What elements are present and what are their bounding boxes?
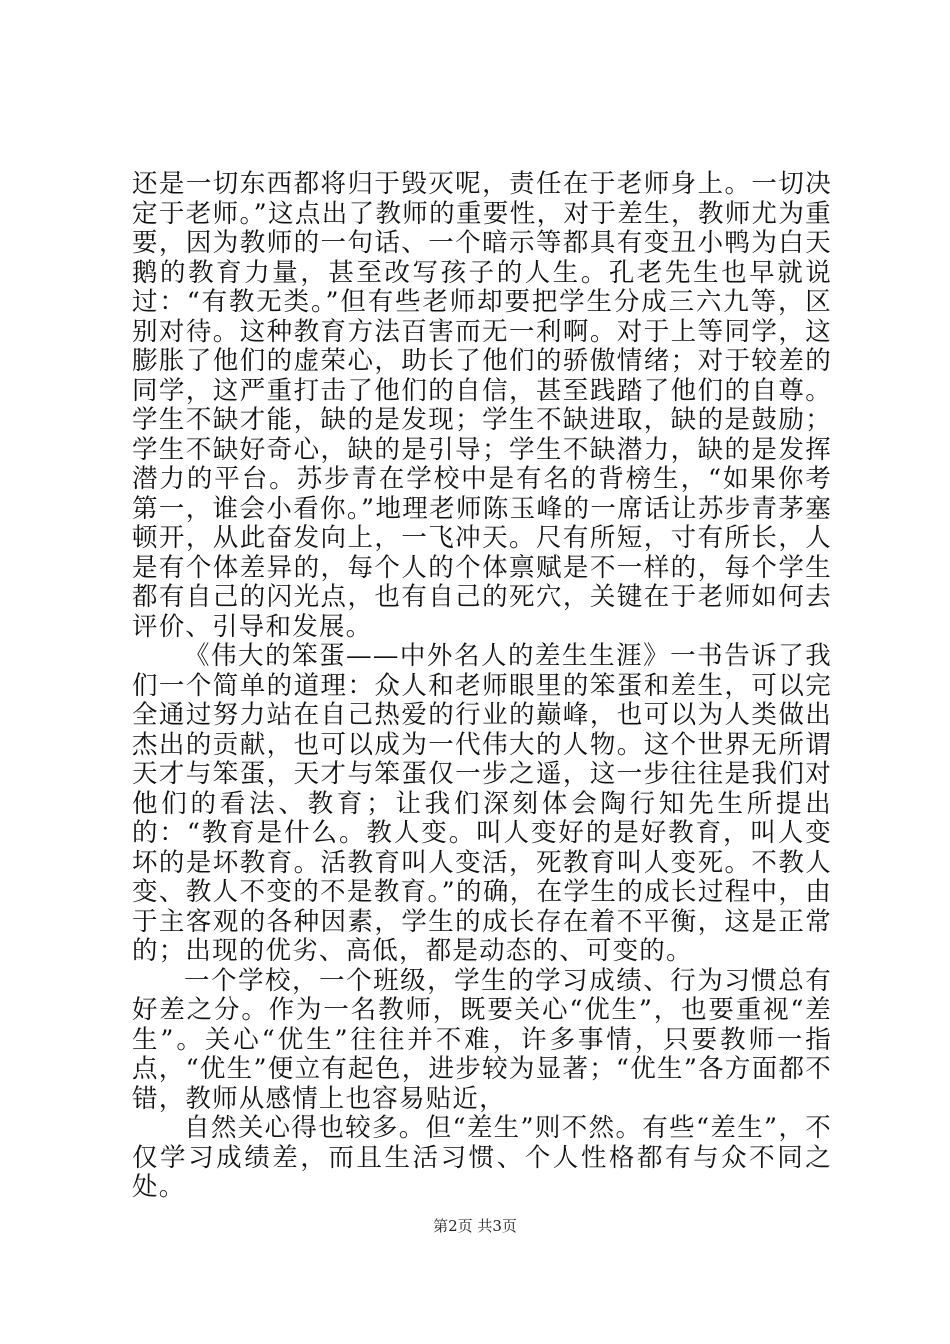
paragraph: 一个学校，一个班级，学生的学习成绩、行为习惯总有好差之分。作为一名教师，既要关心“优生”，也要重视“差生”。关心“优生”往往并不难，许多事情，只要教师一指点，“优生”便立有起色，进步较为显著；“优生”各方面都不错，教师从感情上也容易贴近， bbox=[132, 965, 832, 1114]
paragraph: 还是一切东西都将归于毁灭呢，责任在于老师身上。一切决定于老师。”这点出了教师的重要性，对于差生，教师尤为重要，因为教师的一句话、一个暗示等都具有变丑小鸭为白天鹅的教育力量，甚至改写孩子的人生。孔老先生也早就说过：“有教无类。”但有些老师却要把学生分成三六九等，区别对待。这种教育方法百害而无一利啊。对于上等同学，这膨胀了他们的虚荣心，助长了他们的骄傲情绪；对于较差的同学，这严重打击了他们的自信，甚至践踏了他们的自尊。学生不缺才能，缺的是发现；学生不缺进取，缺的是鼓励；学生不缺好奇心，缺的是引导；学生不缺潜力，缺的是发挥潜力的平台。苏步青在学校中是有名的背榜生，“如果你考第一，谁会小看你。”地理老师陈玉峰的一席话让苏步青茅塞顿开，从此奋发向上，一飞冲天。尺有所短，寸有所长，人是有个体差异的，每个人的个体禀赋是不一样的，每个学生都有自己的闪光点，也有自己的死穴，关键在于老师如何去评价、引导和发展。 bbox=[132, 169, 832, 642]
paragraph: 《伟大的笨蛋——中外名人的差生生涯》一书告诉了我们一个简单的道理：众人和老师眼里的笨蛋和差生，可以完全通过努力站在自己热爱的行业的巅峰，也可以为人类做出杰出的贡献，也可以成为一代伟大的人物。这个世界无所谓天才与笨蛋，天才与笨蛋仅一步之遥，这一步往往是我们对他们的看法、教育；让我们深刻体会陶行知先生所提出的：“教育是什么。教人变。叫人变好的是好教育，叫人变坏的是坏教育。活教育叫人变活，死教育叫人变死。不教人变、教人不变的不是教育。”的确，在学生的成长过程中，由于主客观的各种因素，学生的成长存在着不平衡，这是正常的；出现的优劣、高低，都是动态的、可变的。 bbox=[132, 641, 832, 966]
page-footer: 第2页 共3页 bbox=[433, 1217, 517, 1235]
document-body bbox=[132, 170, 832, 1203]
paragraph: 自然关心得也较多。但“差生”则不然。有些“差生”，不仅学习成绩差，而且生活习惯、个人性格都有与众不同之处。 bbox=[132, 1113, 832, 1202]
